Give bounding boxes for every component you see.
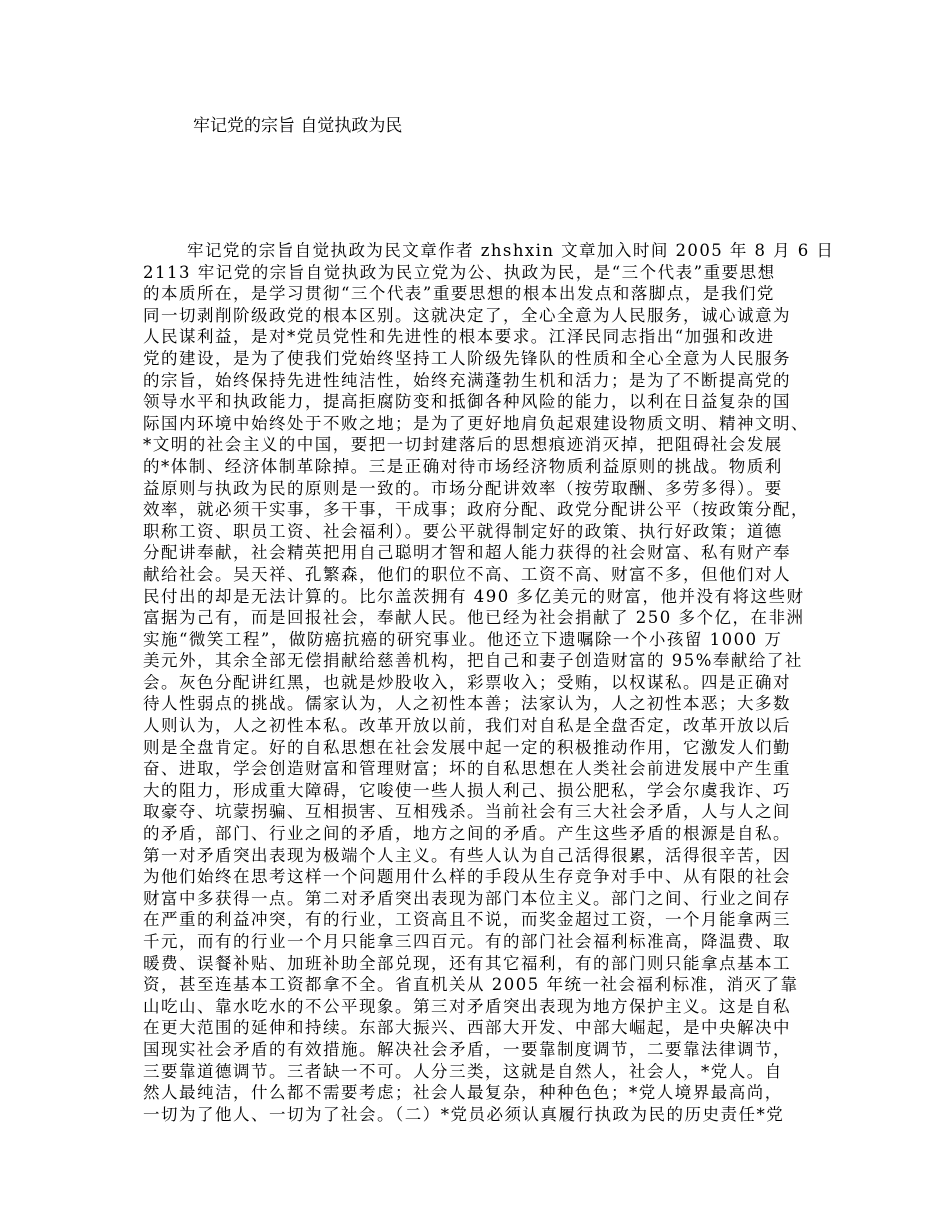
text-line: 2113 牢记党的宗旨自觉执政为民立党为公、执政为民，是“三个代表”重要思想 bbox=[143, 262, 776, 282]
text-line: 为他们始终在思考这样一个问题用什么样的手段从生存竞争对手中、从有限的社会 bbox=[143, 867, 791, 887]
text-line: 然人最纯洁，什么都不需要考虑；社会人最复杂，种种色色；*党人境界最高尚， bbox=[143, 1083, 783, 1103]
text-line: 领导水平和执政能力，提高拒腐防变和抵御各种风险的能力，以利在日益复杂的国 bbox=[143, 392, 791, 412]
text-line: 人民谋利益，是对*党员党性和先进性的根本要求。江泽民同志指出“加强和改进 bbox=[143, 327, 775, 347]
text-line: 国现实社会矛盾的有效措施。解决社会矛盾，一要靠制度调节，二要靠法律调节， bbox=[143, 1039, 791, 1059]
text-line: 的本质所在，是学习贯彻“三个代表”重要思想的根本出发点和落脚点，是我们党 bbox=[143, 284, 775, 304]
text-line: 暖费、误餐补贴、加班补助全部兑现，还有其它福利，有的部门则只能拿点基本工 bbox=[143, 953, 791, 973]
text-line: 牢记党的宗旨自觉执政为民文章作者 zhshxin 文章加入时间 2005 年 8 月 6 日 bbox=[187, 241, 835, 260]
text-line: 实施“微笑工程”，做防癌抗癌的研究事业。他还立下遗嘱除一个小孩留 1000 万 bbox=[143, 629, 783, 649]
text-line: 待人性弱点的挑战。儒家认为，人之初性本善；法家认为，人之初性本恶；大多数 bbox=[143, 694, 791, 714]
text-line: 一切为了他人、一切为了社会。（二）*党员必须认真履行执政为民的历史责任*党 bbox=[143, 1104, 785, 1124]
text-line: 千元，而有的行业一个月只能拿三四百元。有的部门社会福利标准高，降温费、取 bbox=[143, 932, 791, 951]
text-line: 奋、进取，学会创造财富和管理财富；坏的自私思想在人类社会前进发展中产生重 bbox=[143, 759, 791, 779]
text-line: 际国内环境中始终处于不败之地；是为了更好地肩负起艰建设物质文明、精神文明、 bbox=[143, 413, 809, 433]
text-line: *文明的社会主义的中国，要把一切封建落后的思想痕迹消灭掉，把阻碍社会发展 bbox=[143, 435, 783, 455]
text-line: 民付出的却是无法计算的。比尔盖茨拥有 490 多亿美元的财富，他并没有将这些财 bbox=[143, 586, 805, 606]
text-line: 取豪夺、坑蒙拐骗、互相损害、互相残杀。当前社会有三大社会矛盾，人与人之间 bbox=[143, 802, 791, 822]
text-line: 大的阻力，形成重大障碍，它唆使一些人损人利己、损公肥私，学会尔虞我诈、巧 bbox=[143, 780, 791, 800]
text-line: 财富中多获得一点。第二对矛盾突出表现为部门本位主义。部门之间、行业之间存 bbox=[143, 888, 791, 908]
text-line: 山吃山、靠水吃水的不公平现象。第三对矛盾突出表现为地方保护主义。这是自私 bbox=[143, 996, 791, 1016]
text-line: 在严重的利益冲突，有的行业，工资高且不说，而奖金超过工资，一个月能拿两三 bbox=[143, 910, 791, 930]
text-line: 效率，就必须干实事，多干事，干成事；政府分配、政党分配讲公平（按政策分配， bbox=[143, 500, 809, 520]
text-line: 第一对矛盾突出表现为极端个人主义。有些人认为自己活得很累，活得很辛苦，因 bbox=[143, 845, 791, 865]
text-line: 献给社会。吴天祥、孔繁森，他们的职位不高、工资不高、财富不多，但他们对人 bbox=[143, 564, 791, 584]
text-line: 的矛盾，部门、行业之间的矛盾，地方之间的矛盾。产生这些矛盾的根源是自私。 bbox=[143, 824, 791, 844]
text-line: 富据为己有，而是回报社会，奉献人民。他已经为社会捐献了 250 多个亿，在非洲 bbox=[143, 608, 805, 628]
text-line: 职称工资、职员工资、社会福利）。要公平就得制定好的政策、执行好政策；道德 bbox=[143, 521, 783, 541]
text-line: 资，甚至连基本工资都拿不全。省直机关从 2005 年统一社会福利标准，消灭了靠 bbox=[143, 975, 799, 995]
text-line: 在更大范围的延伸和持续。东部大振兴、西部大开发、中部大崛起，是中央解决中 bbox=[143, 1018, 791, 1038]
text-line: 分配讲奉献，社会精英把用自己聪明才智和超人能力获得的社会财富、私有财产奉 bbox=[143, 543, 791, 563]
document-title: 牢记党的宗旨 自觉执政为民 bbox=[193, 116, 403, 136]
document-body bbox=[143, 240, 833, 1125]
text-line: 同一切剥削阶级政党的根本区别。这就决定了，全心全意为人民服务，诚心诚意为 bbox=[143, 305, 791, 325]
text-line: 益原则与执政为民的原则是一致的。市场分配讲效率（按劳取酬、多劳多得）。要 bbox=[143, 478, 783, 498]
text-line: 的宗旨，始终保持先进性纯洁性，始终充满蓬勃生机和活力；是为了不断提高党的 bbox=[143, 370, 791, 390]
text-line: 党的建设，是为了使我们党始终坚持工人阶级先锋队的性质和全心全意为人民服务 bbox=[143, 348, 791, 368]
text-line: 美元外，其余全部无偿捐献给慈善机构，把自己和妻子创造财富的 95%奉献给了社 bbox=[143, 651, 803, 671]
text-line: 的*体制、经济体制革除掉。三是正确对待市场经济物质利益原则的挑战。物质利 bbox=[143, 456, 783, 476]
text-line: 则是全盘肯定。好的自私思想在社会发展中起一定的积极推动作用，它激发人们勤 bbox=[143, 737, 791, 757]
text-line: 会。灰色分配讲红黑，也就是炒股收入，彩票收入；受贿，以权谋私。四是正确对 bbox=[143, 672, 791, 692]
text-line: 三要靠道德调节。三者缺一不可。人分三类，这就是自然人，社会人，*党人。自 bbox=[143, 1061, 783, 1081]
text-line: 人则认为，人之初性本私。改革开放以前，我们对自私是全盘否定，改革开放以后 bbox=[143, 716, 791, 736]
